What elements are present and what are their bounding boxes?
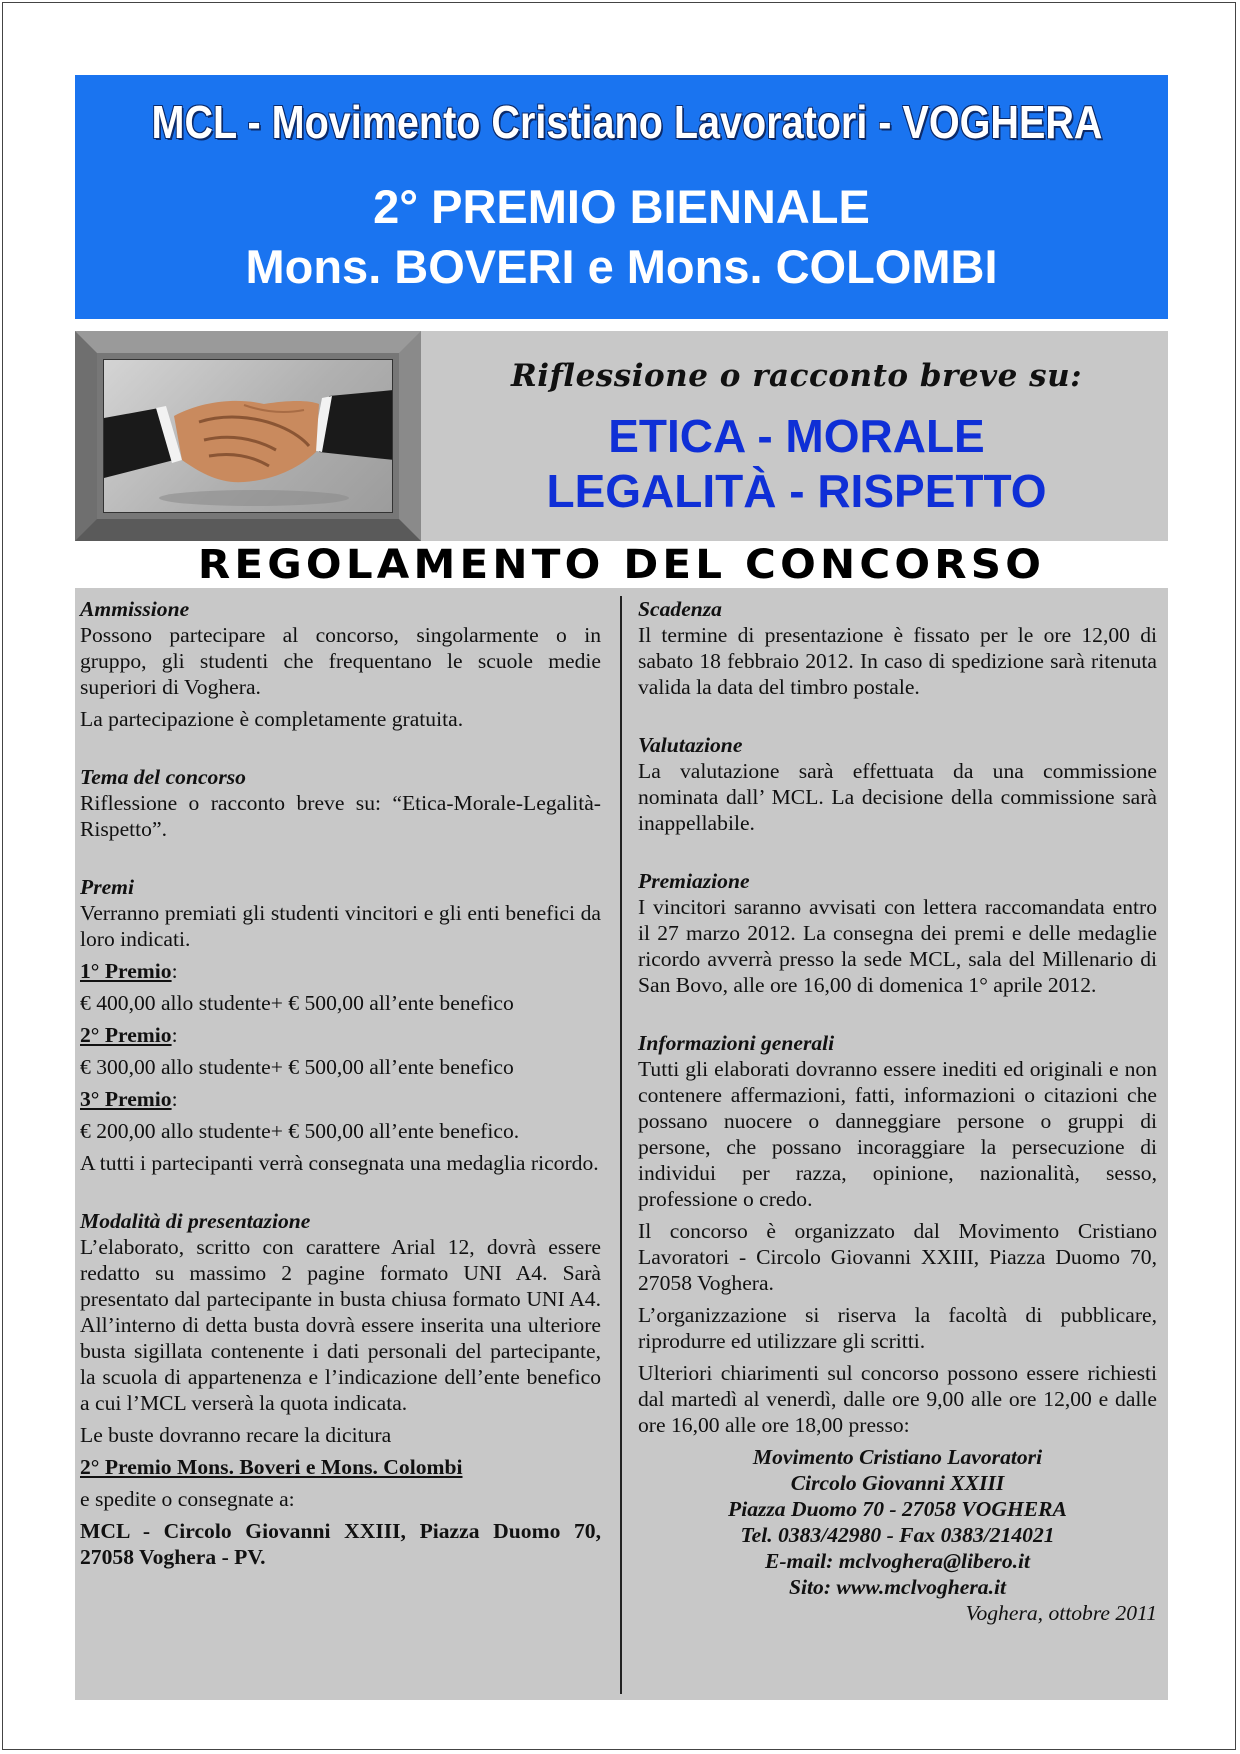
info-text-4: Ulteriori chiarimenti sul concorso possono essere richiesti dal martedì al venerdì, dalle ore 9,00 alle ore 12,00 e dalle ore 16,00 alle ore 18,00 presso: <box>638 1361 1157 1437</box>
contact-circolo: Circolo Giovanni XXIII <box>790 1471 1005 1495</box>
ammissione-text: Possono partecipare al concorso, singolarmente o in gruppo, gli studenti che frequentano le scuole medie superiori di Voghera. <box>80 623 601 699</box>
regulation-title: REGOLAMENTO DEL CONCORSO <box>197 542 1046 588</box>
premio3-label: 3° Premio <box>80 1087 172 1111</box>
gratuita-text: La partecipazione è completamente gratuita. <box>80 707 464 731</box>
prize-names: Mons. BOVERI e Mons. COLOMBI <box>245 240 998 293</box>
column-divider <box>620 596 622 1694</box>
org-title: MCL - Movimento Cristiano Lavoratori - VOGHERA <box>151 96 1103 148</box>
section-title-premi: Premi <box>80 875 134 899</box>
dicitura-text <box>80 1454 601 1480</box>
contact-site: Sito: www.mclvoghera.it <box>789 1575 1006 1599</box>
info-text-1: Tutti gli elaborati dovranno essere inediti ed originali e non contenere affermazioni, fatti, informazioni o citazioni che possano nuocere o danneggiare persone o gruppi di persone, che possano incoraggiare la persecuzione di individui per razza, opinione, nazionalità, sesso, professione o credo. <box>638 1057 1157 1211</box>
theme-line-2: LEGALITÀ - RISPETTO <box>546 465 1047 517</box>
premio1-row: 1° Premio: <box>80 959 178 983</box>
premi-text: Verranno premiati gli studenti vincitori e gli enti benefici da loro indicati. <box>80 901 601 951</box>
handshake-icon <box>104 360 393 513</box>
dicitura: 2° Premio Mons. Boveri e Mons. Colombi <box>80 1455 463 1479</box>
premio2-label: 2° Premio <box>80 1023 172 1047</box>
contact-org: Movimento Cristiano Lavoratori <box>752 1445 1043 1469</box>
header-banner <box>75 75 1168 319</box>
date-line: Voghera, ottobre 2011 <box>965 1601 1157 1625</box>
section-title-scadenza: Scadenza <box>638 597 722 621</box>
premio2-row: 2° Premio: <box>80 1023 178 1047</box>
theme-intro: Riflessione o racconto breve su: <box>510 358 1083 394</box>
premio3-row: 3° Premio: <box>80 1087 178 1111</box>
buste-text: Le buste dovranno recare la dicitura <box>80 1423 392 1447</box>
section-title-ammissione: Ammissione <box>80 597 190 621</box>
section-title-modalita: Modalità di presentazione <box>80 1209 311 1233</box>
theme-line-1: ETICA - MORALE <box>608 410 985 462</box>
left-column <box>80 596 601 1570</box>
theme-band <box>75 331 1168 541</box>
premio2-text: € 300,00 allo studente+ € 500,00 all’ente benefico <box>80 1055 514 1079</box>
modalita-text: L’elaborato, scritto con carattere Arial 12, dovrà essere redatto su massimo 2 pagine formato UNI A4. Sarà presentato dal partecipante in busta chiusa formato UNI A4. All’interno di detta busta dovrà essere inserita una ulteriore busta sigillata contenente i dati personali del partecipante, la scuola di appartenenza e l’indicazione dell’ente benefico a cui l’MCL verserà la quota indicata. <box>80 1235 601 1415</box>
info-text-2: Il concorso è organizzato dal Movimento Cristiano Lavoratori - Circolo Giovanni XXIII, Piazza Duomo 70, 27058 Voghera. <box>638 1219 1157 1295</box>
contact-email: E-mail: mclvoghera@libero.it <box>764 1549 1031 1573</box>
spedite-text: e spedite o consegnate a: <box>80 1487 295 1511</box>
section-title-tema: Tema del concorso <box>80 765 246 789</box>
picture-frame <box>75 331 421 541</box>
section-title-info: Informazioni generali <box>638 1031 835 1055</box>
premio1-text: € 400,00 allo studente+ € 500,00 all’ente benefico <box>80 991 514 1015</box>
contact-address: Piazza Duomo 70 - 27058 VOGHERA <box>728 1497 1067 1521</box>
tema-text: Riflessione o racconto breve su: “Etica-Morale-Legalità-Rispetto”. <box>80 791 601 841</box>
medaglia-text: A tutti i partecipanti verrà consegnata una medaglia ricordo. <box>80 1151 599 1175</box>
scadenza-text: Il termine di presentazione è fissato per le ore 12,00 di sabato 18 febbraio 2012. In caso di spedizione sarà ritenuta valida la data del timbro postale. <box>638 623 1157 699</box>
prize-title: 2° PREMIO BIENNALE <box>373 180 870 233</box>
info-text-3: L’organizzazione si riserva la facoltà di pubblicare, riprodurre ed utilizzare gli scritti. <box>638 1303 1157 1353</box>
premiazione-text: I vincitori saranno avvisati con lettera raccomandata entro il 27 marzo 2012. La consegna dei premi e delle medaglie ricordo avverrà presso la sede MCL, sala del Millenario di San Bovo, alle ore 16,00 di domenica 1° aprile 2012. <box>638 895 1157 997</box>
handshake-image <box>103 359 393 513</box>
section-title-valutazione: Valutazione <box>638 733 743 757</box>
indirizzo-text: MCL - Circolo Giovanni XXIII, Piazza Duomo 70, 27058 Voghera - PV. <box>80 1519 601 1569</box>
section-title-premiazione: Premiazione <box>638 869 750 893</box>
premio1-label: 1° Premio <box>80 959 172 983</box>
valutazione-text: La valutazione sarà effettuata da una commissione nominata dall’ MCL. La decisione della commissione sarà inappellabile. <box>638 759 1157 835</box>
regulation-body <box>75 588 1168 1700</box>
right-column <box>638 596 1157 1626</box>
premio3-text: € 200,00 allo studente+ € 500,00 all’ente benefico. <box>80 1119 520 1143</box>
contact-phone: Tel. 0383/42980 - Fax 0383/214021 <box>740 1523 1055 1547</box>
